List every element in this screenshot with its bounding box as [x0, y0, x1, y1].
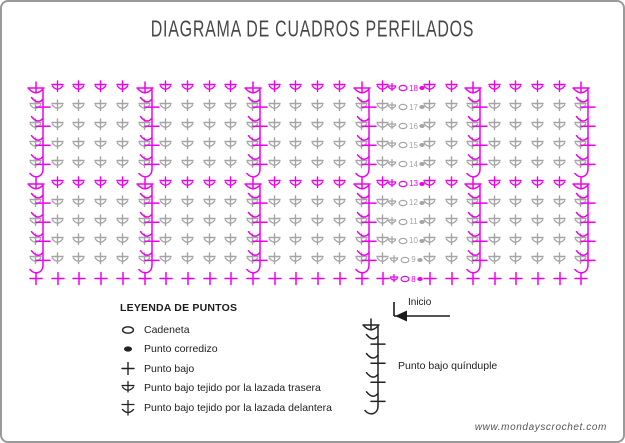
row-label [383, 273, 429, 286]
stitch-back-loop-sc [310, 233, 326, 249]
long-stitch-quintuple [244, 81, 268, 181]
legend-item-front-loop-sc [120, 401, 390, 415]
stitch-back-loop-sc [267, 156, 283, 172]
row-label [383, 82, 429, 95]
stitch-back-loop-sc [115, 176, 131, 192]
stitch-single-crochet [487, 271, 503, 287]
stitch-back-loop-sc [267, 118, 283, 134]
stitch-back-loop-sc [115, 195, 131, 211]
stitch-back-loop-sc [552, 118, 568, 134]
stitch-back-loop-sc [158, 99, 174, 115]
stitch-back-loop-sc [180, 233, 196, 249]
row-number: 13 [409, 179, 418, 188]
stitch-back-loop-sc [332, 156, 348, 172]
stitch-back-loop-sc [267, 137, 283, 153]
watermark: www.mondayscrochet.com [474, 422, 607, 433]
stitch-back-loop-sc [180, 214, 196, 230]
stitch-back-loop-sc [288, 176, 304, 192]
stitch-back-loop-sc [71, 195, 87, 211]
stitch-back-loop-sc [487, 214, 503, 230]
stitch-back-loop-sc [487, 137, 503, 153]
row-number: 10 [409, 236, 418, 246]
stitch-back-loop-sc [508, 195, 524, 211]
stitch-back-loop-sc [158, 233, 174, 249]
stitch-back-loop-sc [288, 80, 304, 96]
stitch-back-loop-sc [267, 233, 283, 249]
stitch-back-loop-sc [115, 118, 131, 134]
stitch-back-loop-sc [310, 156, 326, 172]
stitch-back-loop-sc [487, 80, 503, 96]
stitch-single-crochet [158, 271, 174, 287]
stitch-back-loop-sc [50, 195, 66, 211]
stitch-back-loop-sc [180, 80, 196, 96]
stitch-back-loop-sc [288, 137, 304, 153]
row-label [383, 120, 429, 133]
stitch-back-loop-sc [552, 195, 568, 211]
stitch-back-loop-sc [115, 233, 131, 249]
row-number: 18 [409, 83, 418, 93]
stitch-back-loop-sc [71, 214, 87, 230]
legend-label: Punto corredizo [144, 343, 218, 356]
stitch-single-crochet [552, 271, 568, 287]
stitch-back-loop-sc [444, 214, 460, 230]
stitch-back-loop-sc [288, 214, 304, 230]
stitch-back-loop-sc [202, 195, 218, 211]
stitch-back-loop-sc [530, 214, 546, 230]
stitch-back-loop-sc [310, 118, 326, 134]
stitch-back-loop-sc [115, 99, 131, 115]
long-stitch-quintuple [572, 177, 596, 277]
row-number: 8 [411, 274, 416, 284]
row-label [383, 253, 429, 266]
stitch-back-loop-sc [288, 118, 304, 134]
stitch-back-loop-sc [50, 99, 66, 115]
stitch-back-loop-sc [93, 137, 109, 153]
long-stitch-quintuple [136, 81, 160, 181]
legend-item-chain [120, 323, 390, 337]
stitch-back-loop-sc [310, 80, 326, 96]
stitch-back-loop-sc [202, 233, 218, 249]
stitch-back-loop-sc [223, 156, 239, 172]
stitch-back-loop-sc [310, 99, 326, 115]
stitch-single-crochet [444, 271, 460, 287]
stitch-back-loop-sc [530, 156, 546, 172]
stitch-back-loop-sc [180, 118, 196, 134]
stitch-back-loop-sc [267, 99, 283, 115]
stitch-back-loop-sc [71, 118, 87, 134]
stitch-back-loop-sc [202, 214, 218, 230]
stitch-back-loop-sc [288, 252, 304, 268]
stitch-back-loop-sc [332, 252, 348, 268]
crochet-chart [2, 2, 625, 302]
legend-label: Punto bajo [144, 362, 195, 375]
stitch-back-loop-sc [487, 233, 503, 249]
stitch-back-loop-sc [267, 214, 283, 230]
stitch-single-crochet [93, 271, 109, 287]
stitch-back-loop-sc [223, 99, 239, 115]
long-stitch-quintuple [27, 177, 51, 277]
stitch-back-loop-sc [332, 137, 348, 153]
stitch-back-loop-sc [158, 214, 174, 230]
stitch-back-loop-sc [288, 156, 304, 172]
stitch-back-loop-sc [267, 80, 283, 96]
long-stitch-quintuple [464, 177, 488, 277]
legend-item-back-loop-sc [120, 381, 390, 395]
stitch-back-loop-sc [487, 195, 503, 211]
stitch-back-loop-sc [93, 233, 109, 249]
stitch-back-loop-sc [115, 214, 131, 230]
stitch-back-loop-sc [444, 137, 460, 153]
stitch-back-loop-sc [487, 156, 503, 172]
stitch-back-loop-sc [444, 195, 460, 211]
stitch-back-loop-sc [487, 99, 503, 115]
stitch-back-loop-sc [530, 195, 546, 211]
stitch-back-loop-sc [508, 137, 524, 153]
stitch-back-loop-sc [288, 233, 304, 249]
stitch-back-loop-sc [180, 156, 196, 172]
start-marker [390, 297, 460, 329]
stitch-single-crochet [71, 271, 87, 287]
stitch-back-loop-sc [552, 137, 568, 153]
long-stitch-quintuple [353, 177, 377, 277]
stitch-back-loop-sc [444, 99, 460, 115]
stitch-back-loop-sc [508, 156, 524, 172]
stitch-back-loop-sc [158, 195, 174, 211]
stitch-single-crochet [310, 271, 326, 287]
stitch-back-loop-sc [180, 252, 196, 268]
stitch-back-loop-sc [332, 99, 348, 115]
stitch-back-loop-sc [552, 252, 568, 268]
legend-label: Cadeneta [144, 324, 190, 336]
stitch-back-loop-sc [530, 137, 546, 153]
stitch-back-loop-sc [508, 118, 524, 134]
stitch-back-loop-sc [487, 176, 503, 192]
back-loop-sc-icon [120, 381, 136, 395]
stitch-back-loop-sc [444, 233, 460, 249]
stitch-back-loop-sc [223, 137, 239, 153]
legend-label: Punto bajo tejido por la lazada trasera [144, 382, 321, 395]
stitch-back-loop-sc [202, 252, 218, 268]
stitch-back-loop-sc [267, 195, 283, 211]
row-number: 12 [409, 198, 418, 208]
stitch-back-loop-sc [310, 214, 326, 230]
row-label [383, 177, 429, 190]
stitch-back-loop-sc [530, 99, 546, 115]
stitch-back-loop-sc [115, 80, 131, 96]
stitch-legend [120, 302, 390, 420]
chain-icon [120, 325, 136, 335]
stitch-back-loop-sc [202, 99, 218, 115]
stitch-back-loop-sc [223, 176, 239, 192]
legend-label: Punto bajo tejido por la lazada delantera [144, 401, 332, 414]
stitch-back-loop-sc [202, 80, 218, 96]
quintuple-stitch-label: Punto bajo quínduple [398, 360, 498, 372]
stitch-back-loop-sc [50, 118, 66, 134]
stitch-back-loop-sc [158, 80, 174, 96]
stitch-back-loop-sc [530, 176, 546, 192]
stitch-back-loop-sc [552, 176, 568, 192]
stitch-back-loop-sc [310, 195, 326, 211]
stitch-back-loop-sc [115, 252, 131, 268]
stitch-back-loop-sc [332, 214, 348, 230]
stitch-back-loop-sc [71, 99, 87, 115]
stitch-back-loop-sc [487, 118, 503, 134]
stitch-back-loop-sc [223, 118, 239, 134]
stitch-back-loop-sc [180, 176, 196, 192]
stitch-back-loop-sc [202, 156, 218, 172]
stitch-back-loop-sc [115, 156, 131, 172]
stitch-single-crochet [530, 271, 546, 287]
stitch-back-loop-sc [288, 195, 304, 211]
stitch-back-loop-sc [223, 214, 239, 230]
stitch-back-loop-sc [267, 176, 283, 192]
stitch-back-loop-sc [180, 195, 196, 211]
stitch-back-loop-sc [93, 195, 109, 211]
stitch-single-crochet [202, 271, 218, 287]
row-label [383, 158, 429, 171]
stitch-single-crochet [115, 271, 131, 287]
stitch-back-loop-sc [223, 195, 239, 211]
stitch-back-loop-sc [310, 176, 326, 192]
stitch-back-loop-sc [50, 233, 66, 249]
stitch-back-loop-sc [508, 80, 524, 96]
row-label [383, 234, 429, 247]
stitch-single-crochet [223, 271, 239, 287]
stitch-back-loop-sc [93, 80, 109, 96]
long-stitch-quintuple [353, 81, 377, 181]
long-stitch-quintuple [572, 81, 596, 181]
inicio-arrow-icon [390, 301, 454, 327]
stitch-back-loop-sc [202, 137, 218, 153]
stitch-back-loop-sc [508, 214, 524, 230]
stitch-back-loop-sc [115, 137, 131, 153]
stitch-back-loop-sc [158, 156, 174, 172]
stitch-single-crochet [332, 271, 348, 287]
stitch-back-loop-sc [50, 137, 66, 153]
stitch-back-loop-sc [508, 252, 524, 268]
stitch-back-loop-sc [71, 156, 87, 172]
legend-item-slip-stitch [120, 342, 390, 356]
stitch-back-loop-sc [158, 252, 174, 268]
stitch-back-loop-sc [202, 176, 218, 192]
row-number: 17 [409, 102, 418, 112]
stitch-back-loop-sc [223, 80, 239, 96]
stitch-back-loop-sc [50, 252, 66, 268]
stitch-single-crochet [508, 271, 524, 287]
stitch-back-loop-sc [487, 252, 503, 268]
long-stitch-quintuple [464, 81, 488, 181]
row-label [383, 101, 429, 114]
stitch-back-loop-sc [180, 137, 196, 153]
front-loop-sc-icon [120, 400, 136, 416]
stitch-back-loop-sc [552, 214, 568, 230]
legend-title: LEYENDA DE PUNTOS [120, 302, 238, 314]
stitch-back-loop-sc [93, 214, 109, 230]
diagram-title: DIAGRAMA DE CUADROS PERFILADOS [150, 17, 475, 42]
stitch-back-loop-sc [223, 252, 239, 268]
long-stitch-quintuple [244, 177, 268, 277]
stitch-back-loop-sc [530, 252, 546, 268]
stitch-single-crochet [50, 271, 66, 287]
stitch-back-loop-sc [444, 176, 460, 192]
stitch-back-loop-sc [444, 80, 460, 96]
single-crochet-icon [120, 362, 136, 375]
stitch-back-loop-sc [530, 233, 546, 249]
stitch-single-crochet [267, 271, 283, 287]
stitch-back-loop-sc [310, 252, 326, 268]
stitch-back-loop-sc [508, 176, 524, 192]
stitch-back-loop-sc [71, 233, 87, 249]
start-marker-label: Inicio [408, 297, 432, 308]
stitch-back-loop-sc [552, 156, 568, 172]
row-label [383, 196, 429, 209]
stitch-back-loop-sc [93, 176, 109, 192]
stitch-back-loop-sc [71, 252, 87, 268]
slip-stitch-icon [120, 345, 136, 353]
stitch-back-loop-sc [332, 176, 348, 192]
row-number: 11 [409, 217, 418, 227]
stitch-back-loop-sc [158, 118, 174, 134]
stitch-back-loop-sc [71, 80, 87, 96]
stitch-back-loop-sc [552, 233, 568, 249]
stitch-back-loop-sc [180, 99, 196, 115]
stitch-back-loop-sc [93, 118, 109, 134]
long-stitch-quintuple [136, 177, 160, 277]
stitch-back-loop-sc [71, 137, 87, 153]
row-label [383, 139, 429, 152]
stitch-back-loop-sc [444, 156, 460, 172]
stitch-back-loop-sc [223, 233, 239, 249]
long-stitch-quintuple [27, 81, 51, 181]
stitch-back-loop-sc [50, 80, 66, 96]
stitch-back-loop-sc [332, 118, 348, 134]
stitch-back-loop-sc [508, 99, 524, 115]
stitch-back-loop-sc [332, 233, 348, 249]
stitch-back-loop-sc [332, 195, 348, 211]
stitch-back-loop-sc [50, 156, 66, 172]
stitch-back-loop-sc [93, 156, 109, 172]
stitch-back-loop-sc [552, 80, 568, 96]
stitch-back-loop-sc [444, 118, 460, 134]
row-number: 9 [411, 255, 416, 265]
stitch-back-loop-sc [50, 176, 66, 192]
stitch-back-loop-sc [71, 176, 87, 192]
row-number: 15 [409, 140, 418, 150]
stitch-back-loop-sc [508, 233, 524, 249]
row-number: 16 [409, 121, 418, 131]
stitch-single-crochet [180, 271, 196, 287]
stitch-back-loop-sc [158, 176, 174, 192]
stitch-back-loop-sc [288, 99, 304, 115]
row-label [383, 215, 429, 228]
stitch-back-loop-sc [310, 137, 326, 153]
stitch-back-loop-sc [552, 99, 568, 115]
stitch-back-loop-sc [202, 118, 218, 134]
stitch-back-loop-sc [267, 252, 283, 268]
stitch-back-loop-sc [50, 214, 66, 230]
stitch-back-loop-sc [530, 80, 546, 96]
stitch-back-loop-sc [332, 80, 348, 96]
stitch-single-crochet [288, 271, 304, 287]
stitch-back-loop-sc [93, 252, 109, 268]
stitch-back-loop-sc [530, 118, 546, 134]
stitch-back-loop-sc [158, 137, 174, 153]
stitch-back-loop-sc [93, 99, 109, 115]
legend-item-single-crochet [120, 362, 390, 376]
quintuple-stitch-icon [362, 318, 386, 423]
row-number: 14 [409, 159, 418, 169]
stitch-back-loop-sc [444, 252, 460, 268]
